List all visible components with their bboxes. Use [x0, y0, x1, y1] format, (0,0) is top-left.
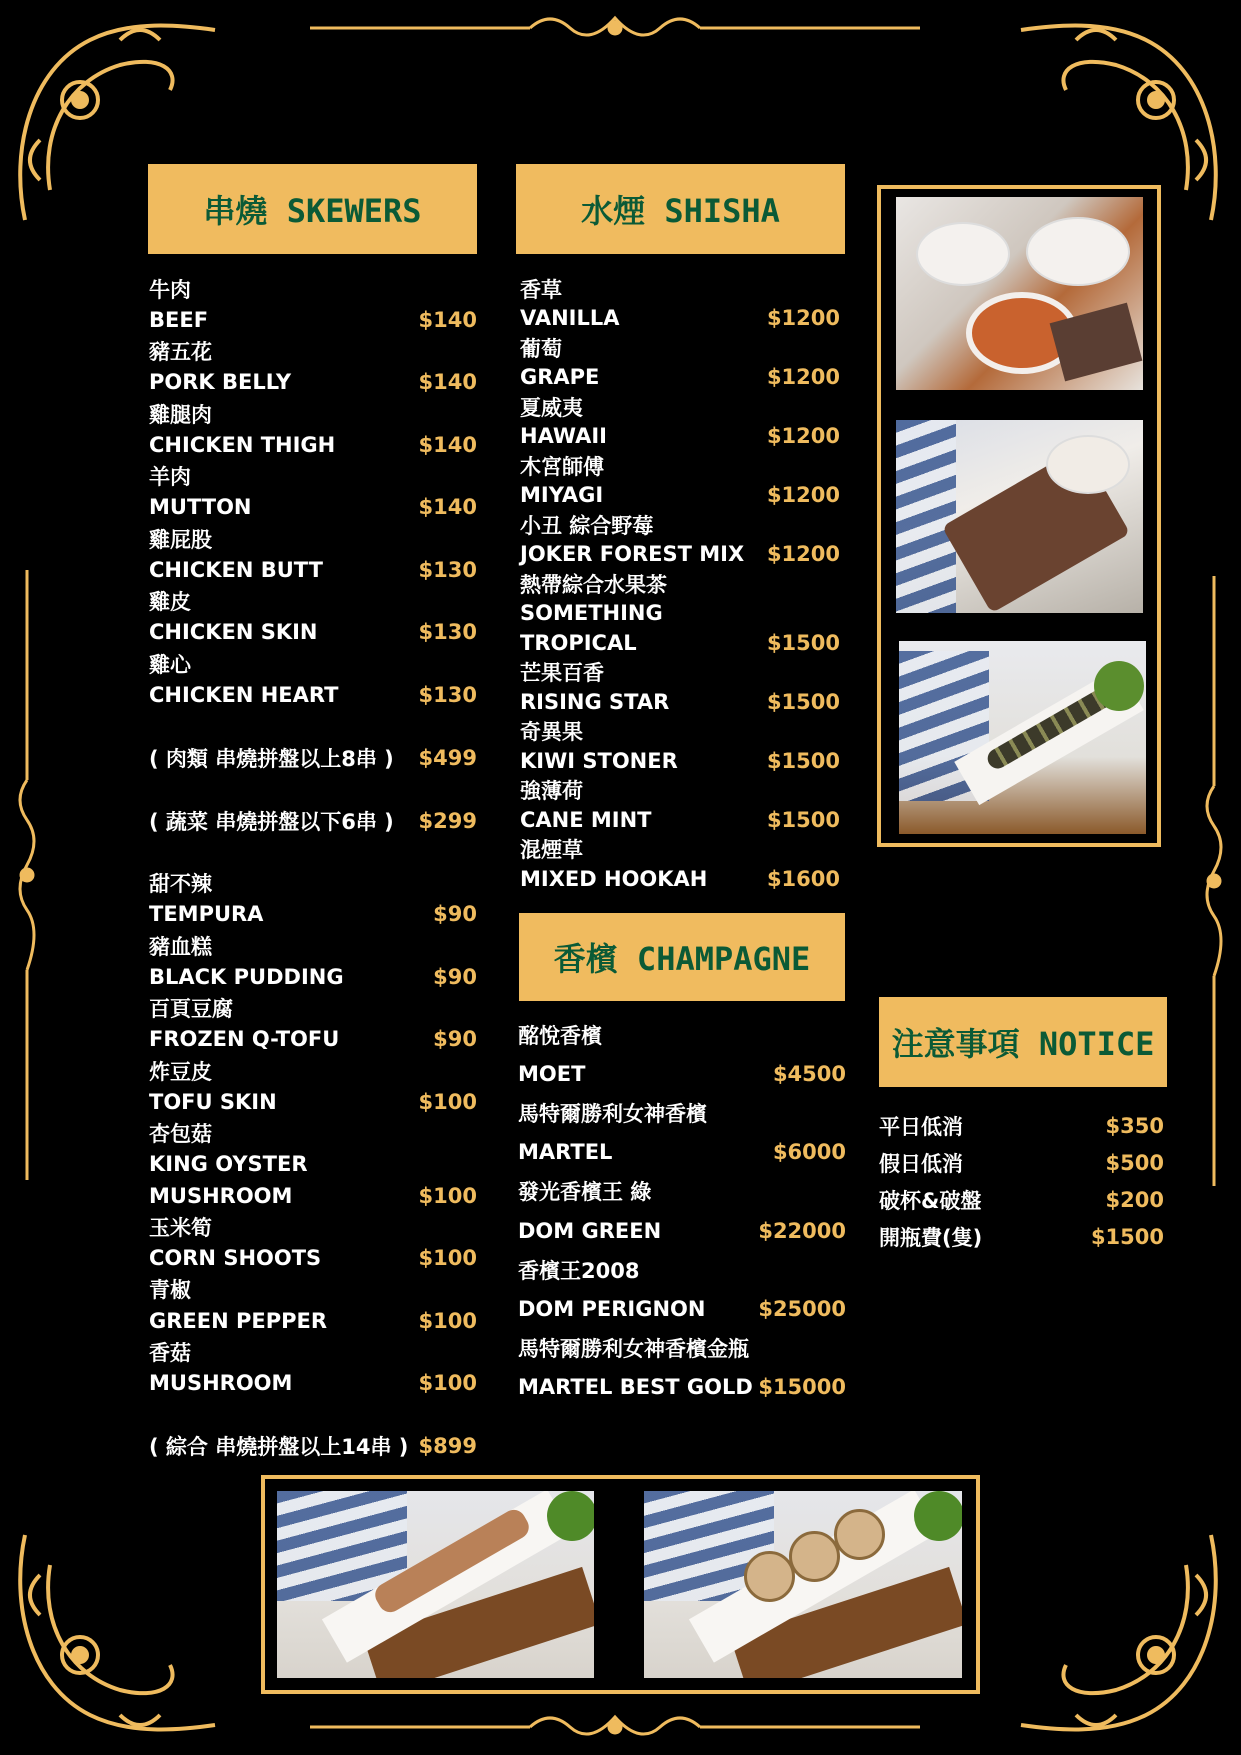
menu-item-zh: 牛肉 — [149, 278, 191, 302]
menu-item-name: CHICKEN BUTT — [149, 558, 323, 582]
menu-item-price: $1600 — [766, 867, 840, 891]
menu-item-zh: 炸豆皮 — [149, 1060, 212, 1084]
shisha-header: 水煙 SHISHA — [516, 164, 845, 254]
menu-item-zh: 酩悅香檳 — [518, 1024, 602, 1048]
menu-item — [520, 421, 840, 451]
menu-item-name: MUSHROOM — [149, 1371, 293, 1395]
notice-label: 破杯&破盤 — [879, 1189, 982, 1213]
menu-item-zh: 小丑 綜合野莓 — [520, 514, 654, 538]
platter-label: ( 肉類 串燒拼盤以上8串 ) — [149, 747, 394, 771]
menu-item-name: MIYAGI — [520, 483, 604, 507]
platter-price: $899 — [418, 1434, 477, 1458]
menu-item — [520, 628, 840, 658]
menu-item-name: BEEF — [149, 308, 209, 332]
menu-item — [149, 680, 477, 710]
menu-item-price: $100 — [418, 1184, 477, 1208]
menu-item-price: $22000 — [758, 1219, 846, 1243]
menu-item-name: TOFU SKIN — [149, 1090, 277, 1114]
menu-item-price: $100 — [418, 1371, 477, 1395]
menu-item-price: $1200 — [766, 542, 840, 566]
menu-item-price: $1200 — [766, 306, 840, 330]
notice-header: 注意事項 NOTICE — [879, 997, 1167, 1087]
potato-slices-photo — [644, 1491, 962, 1678]
pork-skewer-photo — [277, 1491, 594, 1678]
menu-item-price: $130 — [418, 620, 477, 644]
notice-label: 假日低消 — [879, 1152, 963, 1176]
menu-item — [520, 362, 840, 392]
menu-item — [149, 899, 477, 929]
menu-item-price: $25000 — [758, 1297, 846, 1321]
right-side-scroll-ornament — [1199, 576, 1229, 1186]
menu-item-price: $130 — [418, 558, 477, 582]
menu-item-zh: 香草 — [520, 278, 562, 302]
menu-item-name: BLACK PUDDING — [149, 965, 344, 989]
menu-item-zh: 雞屁股 — [149, 528, 212, 552]
menu-item-name: DOM PERIGNON — [518, 1297, 706, 1321]
menu-item-name: CANE MINT — [520, 808, 652, 832]
menu-item — [149, 430, 477, 460]
menu-item-name: GRAPE — [520, 365, 600, 389]
menu-item-price: $140 — [418, 370, 477, 394]
menu-item-zh: 木宮師傅 — [520, 455, 604, 479]
menu-item-zh: 香檳王2008 — [518, 1259, 640, 1283]
menu-item-price: $1200 — [766, 483, 840, 507]
menu-item-name: CHICKEN SKIN — [149, 620, 318, 644]
menu-item-price: $90 — [433, 1027, 477, 1051]
menu-item-name: TEMPURA — [149, 902, 264, 926]
menu-item-zh: 玉米筍 — [149, 1216, 212, 1240]
menu-item-price: $140 — [418, 495, 477, 519]
menu-item-name: MARTEL — [518, 1140, 613, 1164]
menu-item-zh: 香菇 — [149, 1341, 191, 1365]
menu-item-price: $4500 — [772, 1062, 846, 1086]
menu-item — [149, 1024, 477, 1054]
menu-item-zh: 杏包菇 — [149, 1122, 212, 1146]
shisha-list — [520, 274, 840, 904]
menu-item-name: RISING STAR — [520, 690, 670, 714]
menu-item-price: $1500 — [766, 690, 840, 714]
menu-item-price: $130 — [418, 683, 477, 707]
platter-label: ( 綜合 串燒拼盤以上14串 ) — [149, 1435, 409, 1459]
menu-item-name: MUTTON — [149, 495, 252, 519]
menu-item — [520, 746, 840, 776]
menu-item-price: $100 — [418, 1309, 477, 1333]
menu-item-price: $1500 — [766, 631, 840, 655]
menu-item — [518, 1216, 846, 1246]
menu-item-price: $100 — [418, 1090, 477, 1114]
menu-item — [520, 687, 840, 717]
menu-item-name: CORN SHOOTS — [149, 1246, 322, 1270]
menu-item-zh: 夏威夷 — [520, 396, 583, 420]
notice-label: 開瓶費(隻) — [879, 1226, 983, 1250]
champagne-header: 香檳 CHAMPAGNE — [519, 913, 845, 1001]
menu-item-price: $90 — [433, 902, 477, 926]
grilled-platter-photo — [896, 420, 1143, 613]
platter-price: $499 — [418, 746, 477, 770]
menu-item-zh: 豬五花 — [149, 340, 212, 364]
platter-price: $299 — [418, 809, 477, 833]
menu-item — [518, 1059, 846, 1089]
menu-item-name: KIWI STONER — [520, 749, 678, 773]
menu-item-price: $100 — [418, 1246, 477, 1270]
menu-item — [518, 1372, 846, 1402]
menu-item-name: KING OYSTER — [149, 1152, 308, 1176]
bottom-right-corner-ornament — [1011, 1525, 1226, 1745]
skewers-list — [149, 274, 477, 1474]
menu-item-zh: 豬血糕 — [149, 935, 212, 959]
top-center-scroll-ornament — [310, 8, 920, 48]
notice-item — [879, 1222, 1164, 1252]
menu-item — [149, 962, 477, 992]
menu-item-name: FROZEN Q-TOFU — [149, 1027, 340, 1051]
menu-item-price: $140 — [418, 433, 477, 457]
bottom-left-corner-ornament — [10, 1525, 225, 1745]
platter-label: ( 蔬菜 串燒拼盤以下6串 ) — [149, 810, 394, 834]
menu-item-zh: 馬特爾勝利女神香檳 — [518, 1102, 707, 1126]
zucchini-skewer-photo — [899, 641, 1146, 834]
menu-item-zh: 葡萄 — [520, 337, 562, 361]
notice-price: $1500 — [1090, 1225, 1164, 1249]
menu-item-zh: 雞腿肉 — [149, 403, 212, 427]
menu-item-price: $15000 — [758, 1375, 846, 1399]
platter-veg — [149, 806, 477, 836]
menu-item-zh: 甜不辣 — [149, 872, 212, 896]
menu-item-zh: 青椒 — [149, 1278, 191, 1302]
menu-item-name: VANILLA — [520, 306, 620, 330]
menu-item-name: DOM GREEN — [518, 1219, 662, 1243]
menu-item-zh: 混煙草 — [520, 838, 583, 862]
menu-item-name: SOMETHING — [520, 601, 663, 625]
menu-item-name: MOET — [518, 1062, 586, 1086]
menu-item-name: JOKER FOREST MIX — [520, 542, 745, 566]
menu-item-name: GREEN PEPPER — [149, 1309, 328, 1333]
champagne-list — [518, 1020, 846, 1410]
menu-item — [520, 480, 840, 510]
bottom-center-scroll-ornament — [310, 1707, 920, 1747]
menu-item-name: MUSHROOM — [149, 1184, 293, 1208]
platter-mix — [149, 1431, 477, 1461]
menu-item — [520, 805, 840, 835]
notice-item — [879, 1185, 1164, 1215]
menu-item — [149, 492, 477, 522]
skewers-header: 串燒 SKEWERS — [148, 164, 477, 254]
notice-list — [879, 1111, 1164, 1251]
menu-item-price: $1500 — [766, 808, 840, 832]
menu-item-price: $140 — [418, 308, 477, 332]
menu-item — [149, 1087, 477, 1117]
platter-meat — [149, 743, 477, 773]
menu-item-zh: 發光香檳王 綠 — [518, 1180, 652, 1204]
menu-item — [520, 539, 840, 569]
menu-item-name: CHICKEN HEART — [149, 683, 339, 707]
notice-item — [879, 1111, 1164, 1141]
notice-label: 平日低消 — [879, 1115, 963, 1139]
menu-item-zh: 羊肉 — [149, 465, 191, 489]
menu-item-price: $6000 — [772, 1140, 846, 1164]
menu-item — [149, 367, 477, 397]
menu-item — [149, 1243, 477, 1273]
menu-item-price: $90 — [433, 965, 477, 989]
menu-item — [149, 617, 477, 647]
menu-item — [149, 1181, 477, 1211]
menu-item — [149, 1368, 477, 1398]
menu-item-zh: 雞心 — [149, 653, 191, 677]
menu-item-price: $1500 — [766, 749, 840, 773]
menu-item — [518, 1294, 846, 1324]
notice-price: $500 — [1105, 1151, 1164, 1175]
notice-price: $350 — [1105, 1114, 1164, 1138]
menu-item-name: PORK BELLY — [149, 370, 292, 394]
menu-item — [149, 555, 477, 585]
menu-item — [518, 1137, 846, 1167]
menu-item-price: $1200 — [766, 424, 840, 448]
menu-item-zh: 強薄荷 — [520, 779, 583, 803]
left-side-scroll-ornament — [12, 570, 42, 1180]
menu-item — [520, 303, 840, 333]
menu-item-zh: 馬特爾勝利女神香檳金瓶 — [518, 1337, 749, 1361]
menu-item-name: HAWAII — [520, 424, 607, 448]
menu-item-zh: 雞皮 — [149, 590, 191, 614]
menu-item — [149, 305, 477, 335]
menu-item-price: $1200 — [766, 365, 840, 389]
menu-item-zh: 熱帶綜合水果茶 — [520, 573, 667, 597]
seafood-bowls-photo — [896, 197, 1143, 390]
notice-item — [879, 1148, 1164, 1178]
menu-item-name: MARTEL BEST GOLD — [518, 1375, 753, 1399]
notice-price: $200 — [1105, 1188, 1164, 1212]
menu-item-zh: 奇異果 — [520, 720, 583, 744]
menu-item-zh: 芒果百香 — [520, 661, 604, 685]
menu-item — [149, 1306, 477, 1336]
menu-item-zh: 百頁豆腐 — [149, 997, 233, 1021]
menu-item-name: MIXED HOOKAH — [520, 867, 708, 891]
menu-item-name: TROPICAL — [520, 631, 637, 655]
menu-item-name: CHICKEN THIGH — [149, 433, 336, 457]
menu-item — [520, 864, 840, 894]
